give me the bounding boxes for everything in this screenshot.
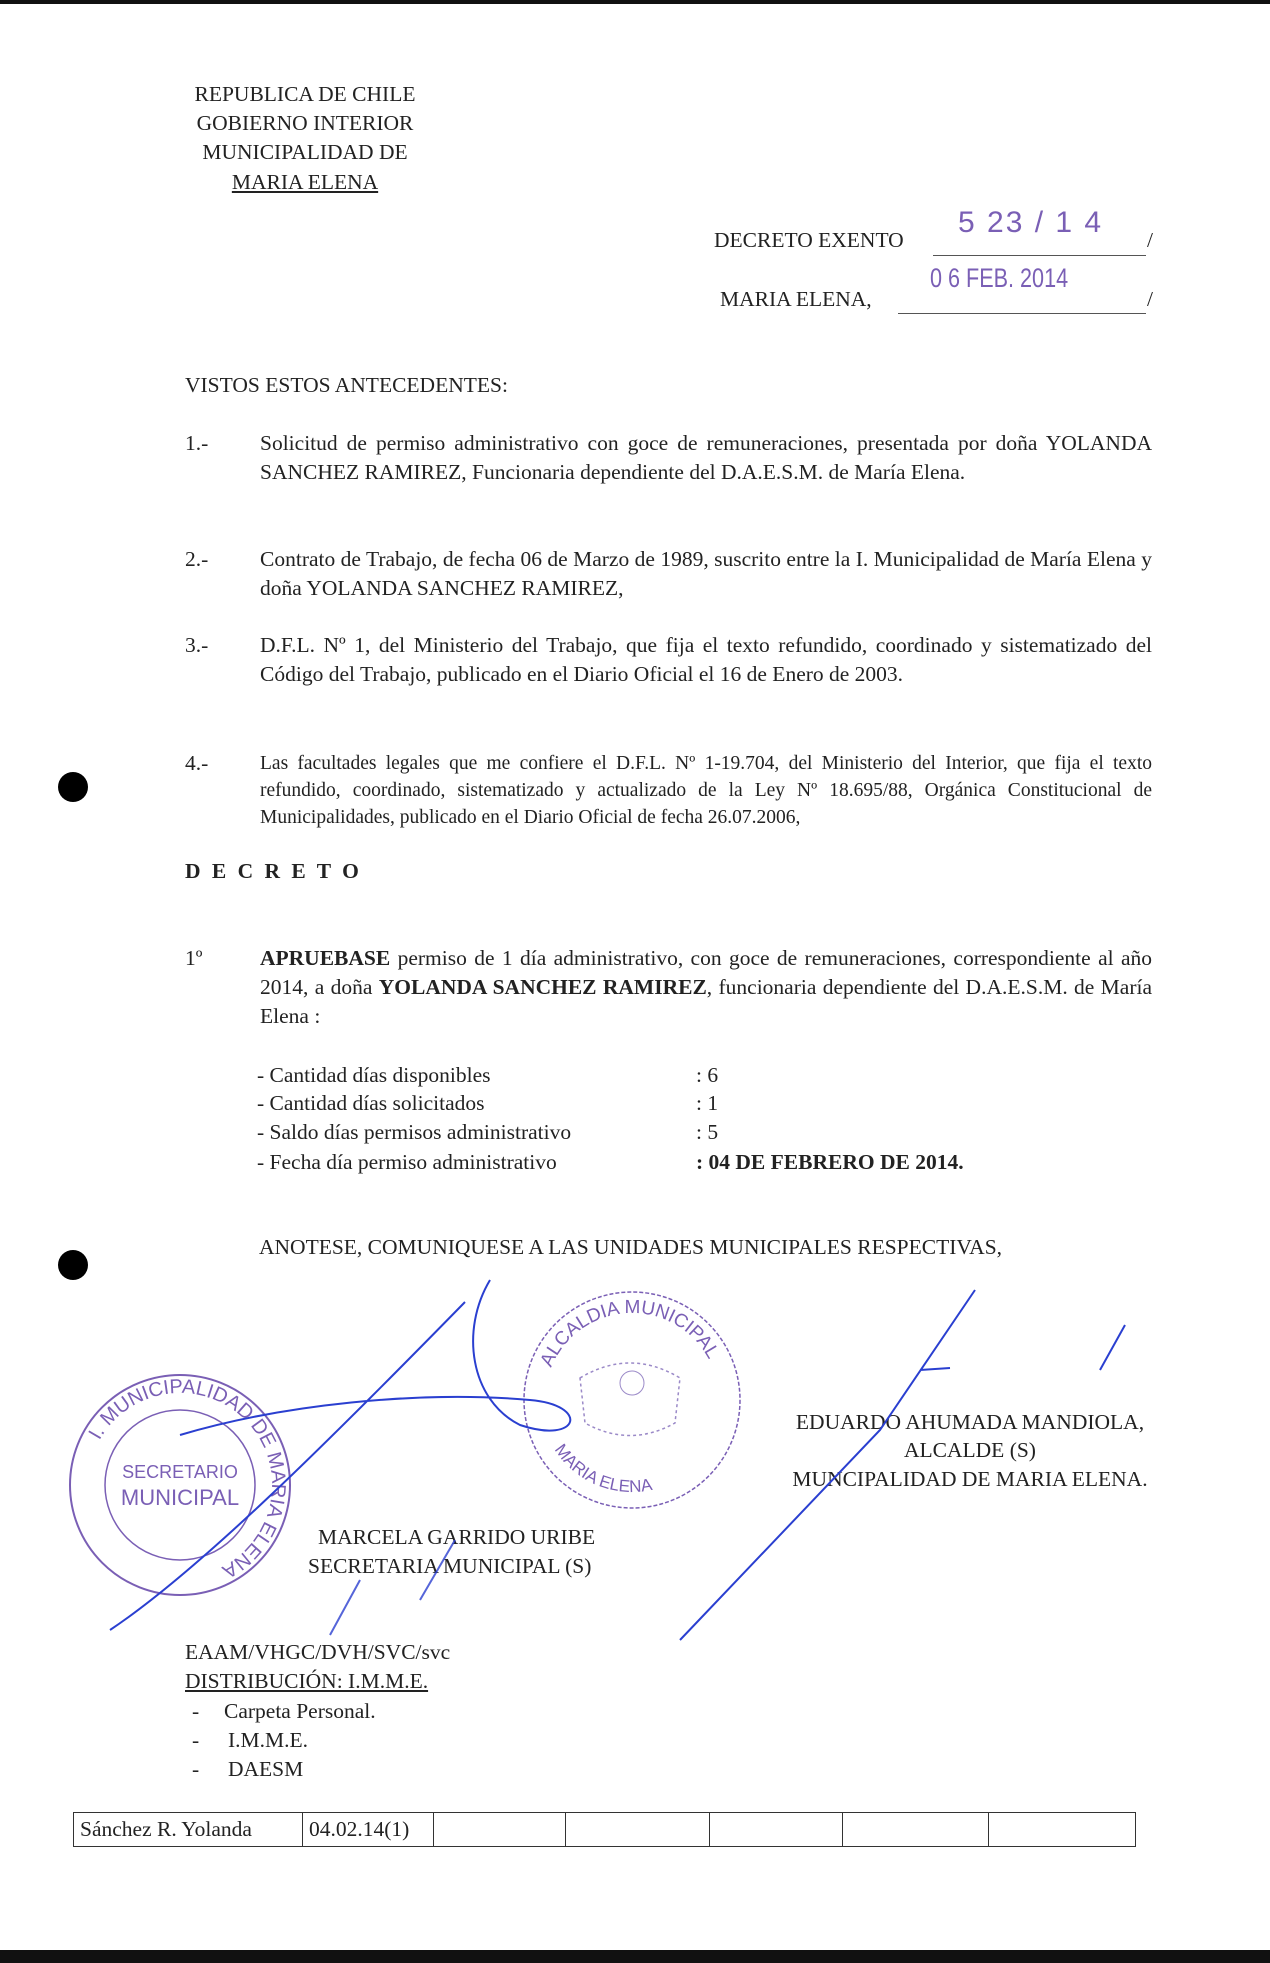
letterhead-line: MUNICIPALIDAD DE	[202, 140, 408, 164]
distribution-item: DAESM	[228, 1757, 304, 1781]
stamp-ring-text: I. MUNICIPALIDAD DE MARIA ELENA	[84, 1375, 290, 1583]
bullet: -	[192, 1728, 200, 1752]
initials: EAAM/VHGC/DVH/SVC/svc	[185, 1640, 451, 1664]
slash: /	[1147, 228, 1153, 252]
letterhead-line: MARIA ELENA	[231, 170, 379, 194]
item-text: Solicitud de permiso administrativo con goce de remuneraciones, presentada por doña YOLANDA SANCHEZ RAMIREZ, Funcionaria dependiente del D.A.E.S.M. de María Elena.	[260, 431, 1152, 484]
bullet: -	[192, 1757, 200, 1781]
article-number: 1º	[185, 946, 203, 970]
decree-number-line	[933, 255, 1146, 256]
table-cell: 04.02.14(1)	[303, 1813, 434, 1847]
closing-text: ANOTESE, COMUNIQUESE A LAS UNIDADES MUNICIPALES RESPECTIVAS,	[259, 1235, 1003, 1259]
item-number: 3.-	[185, 633, 209, 657]
stamp-center-text: SECRETARIO	[122, 1462, 238, 1482]
decree-number-stamp: 5 23 / 1 4	[958, 206, 1104, 239]
detail-label: - Cantidad días solicitados	[257, 1091, 485, 1115]
detail-value: : 04 DE FEBRERO DE 2014.	[696, 1150, 964, 1174]
decree-label: DECRETO EXENTO	[714, 228, 904, 252]
punch-hole	[58, 772, 88, 802]
table-cell	[710, 1813, 843, 1847]
record-table	[73, 1812, 1136, 1847]
table-cell	[989, 1813, 1136, 1847]
employee-name: YOLANDA SANCHEZ RAMIREZ	[378, 975, 707, 999]
signatory-institution: MUNCIPALIDAD DE MARIA ELENA.	[792, 1467, 1148, 1491]
letterhead-line: GOBIERNO INTERIOR	[196, 111, 414, 135]
scan-border-bottom	[0, 1950, 1270, 1963]
detail-label: - Cantidad días disponibles	[257, 1063, 491, 1087]
vistos-title: VISTOS ESTOS ANTECEDENTES:	[185, 373, 508, 397]
table-cell	[566, 1813, 710, 1847]
item-number: 1.-	[185, 431, 209, 455]
article-text	[260, 944, 1152, 1031]
distribution-item: I.M.M.E.	[228, 1728, 309, 1752]
article-verb: APRUEBASE	[260, 946, 391, 970]
detail-value: : 1	[696, 1091, 719, 1115]
table-cell	[434, 1813, 566, 1847]
detail-label: - Fecha día permiso administrativo	[257, 1150, 557, 1174]
distribution-title: DISTRIBUCIÓN: I.M.M.E.	[185, 1669, 429, 1693]
stamp-ring-text: ALCALDIA MUNICIPAL	[536, 1296, 723, 1371]
stamp-ring-text: MARIA ELENA	[550, 1440, 654, 1497]
item-text: D.F.L. Nº 1, del Ministerio del Trabajo, que fija el texto refundido, coordinado y sistematizado del Código del Trabajo, publicado en el Diario Oficial el 16 de Enero de 2003.	[260, 633, 1152, 686]
article-text-part: , funcionaria dependiente del D.A.E.S.M. de María Elena :	[260, 975, 1153, 1028]
bullet: -	[192, 1699, 200, 1723]
date-stamp: 0 6 FEB. 2014	[930, 263, 1069, 293]
detail-label: - Saldo días permisos administrativo	[257, 1120, 572, 1144]
slash: /	[1147, 287, 1153, 311]
place-label: MARIA ELENA,	[720, 287, 872, 311]
date-line	[898, 313, 1146, 314]
letterhead-line: REPUBLICA DE CHILE	[194, 82, 416, 106]
item-number: 4.-	[185, 751, 209, 775]
signatory-name: MARCELA GARRIDO URIBE	[318, 1525, 596, 1549]
article-text-part: permiso de 1 día administrativo, con goce de remuneraciones, correspondiente al año 2014, a doña	[260, 946, 1152, 999]
scan-border-top	[0, 0, 1270, 4]
detail-value: : 6	[696, 1063, 719, 1087]
distribution-item: Carpeta Personal.	[224, 1699, 376, 1723]
table-row	[74, 1813, 1136, 1847]
item-number: 2.-	[185, 547, 209, 571]
signatory-title: SECRETARIA MUNICIPAL (S)	[308, 1554, 592, 1578]
table-cell	[843, 1813, 989, 1847]
stamp-center-text: MUNICIPAL	[120, 1485, 240, 1510]
item-text: Contrato de Trabajo, de fecha 06 de Marzo de 1989, suscrito entre la I. Municipalidad de María Elena y doña YOLANDA SANCHEZ RAMIREZ,	[260, 547, 1152, 600]
detail-value: : 5	[696, 1120, 719, 1144]
table-cell: Sánchez R. Yolanda	[74, 1813, 303, 1847]
item-text: Las facultades legales que me confiere el D.F.L. Nº 1-19.704, del Ministerio del Interior, que fija el texto refundido, coordinado, sistematizado y actualizado de la Ley Nº 18.695/88, Orgánica Constitucional de Municipalidades, publicado en el Diario Oficial de fecha 26.07.2006,	[260, 753, 1152, 828]
signatory-title: ALCALDE (S)	[904, 1438, 1036, 1462]
decreto-title: D E C R E T O	[185, 859, 362, 883]
signatory-name: EDUARDO AHUMADA MANDIOLA,	[795, 1410, 1145, 1434]
